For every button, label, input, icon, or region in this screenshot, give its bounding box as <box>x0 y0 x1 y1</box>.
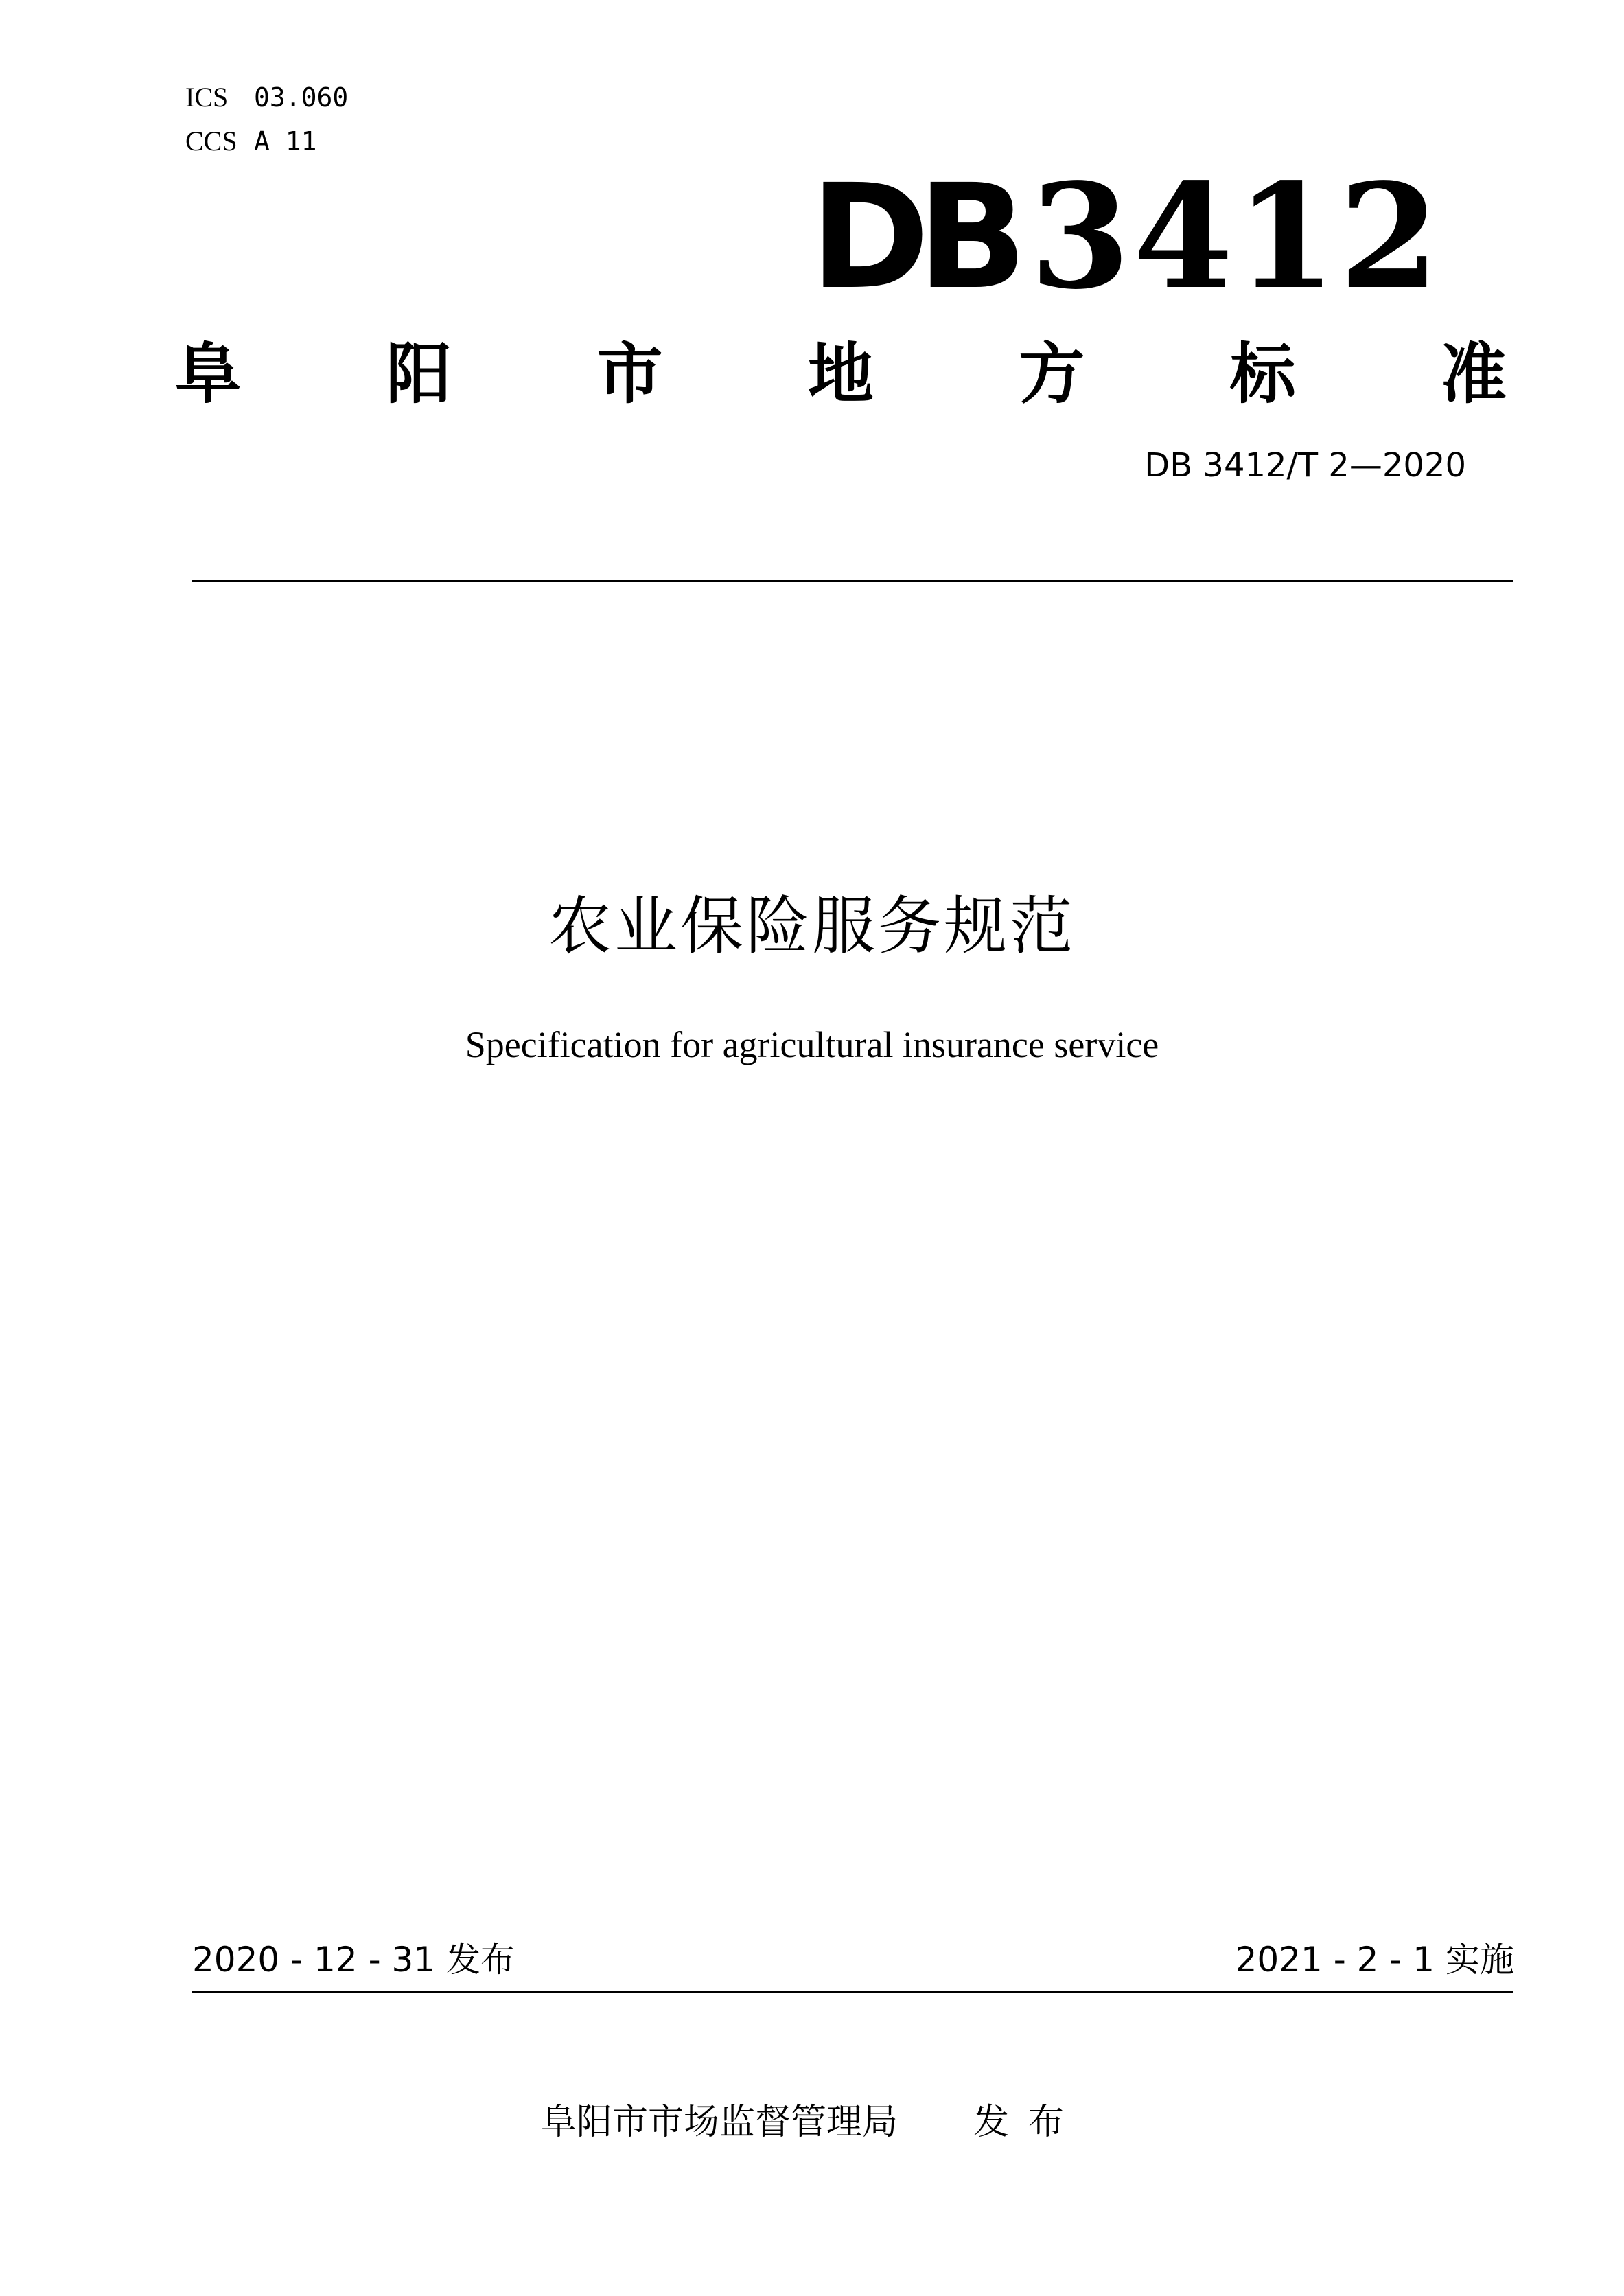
category-char: 方 <box>1019 336 1085 413</box>
document-subtitle: Specification for agricultural insurance service <box>465 1024 1159 1065</box>
classification-codes <box>185 76 348 163</box>
standard-code: DB 3412/T 2—2020 <box>1144 446 1466 485</box>
bottom-divider <box>192 1991 1513 1993</box>
implementation-date: 2021 - 2 - 1 实施 <box>1235 1940 1514 1980</box>
db-logo <box>810 152 1442 321</box>
category-char: 市 <box>596 336 663 413</box>
ccs-line <box>185 119 348 163</box>
issue-date: 2020 - 12 - 31 发布 <box>192 1940 515 1980</box>
category-char: 阳 <box>386 336 452 413</box>
ccs-value: A 11 <box>254 126 317 156</box>
category-char: 标 <box>1229 336 1296 413</box>
db-logo-digits: 3412 <box>1030 152 1442 321</box>
ics-label: ICS <box>185 82 229 113</box>
db-logo-letters: DB <box>810 153 1015 321</box>
category-char: 地 <box>807 336 874 413</box>
top-divider <box>192 580 1513 582</box>
category-char: 阜 <box>175 336 241 413</box>
issuer-name: 阜阳市市场监督管理局 <box>540 2102 898 2143</box>
category-char: 准 <box>1440 336 1507 413</box>
standard-category-title <box>175 336 1507 412</box>
document-title: 农业保险服务规范 <box>548 890 1076 963</box>
issuer-line <box>0 2100 1624 2144</box>
ics-line <box>185 76 348 119</box>
ics-value: 03.060 <box>254 82 349 113</box>
ccs-label: CCS <box>185 126 237 156</box>
issuer-verb: 发布 <box>973 2102 1084 2143</box>
